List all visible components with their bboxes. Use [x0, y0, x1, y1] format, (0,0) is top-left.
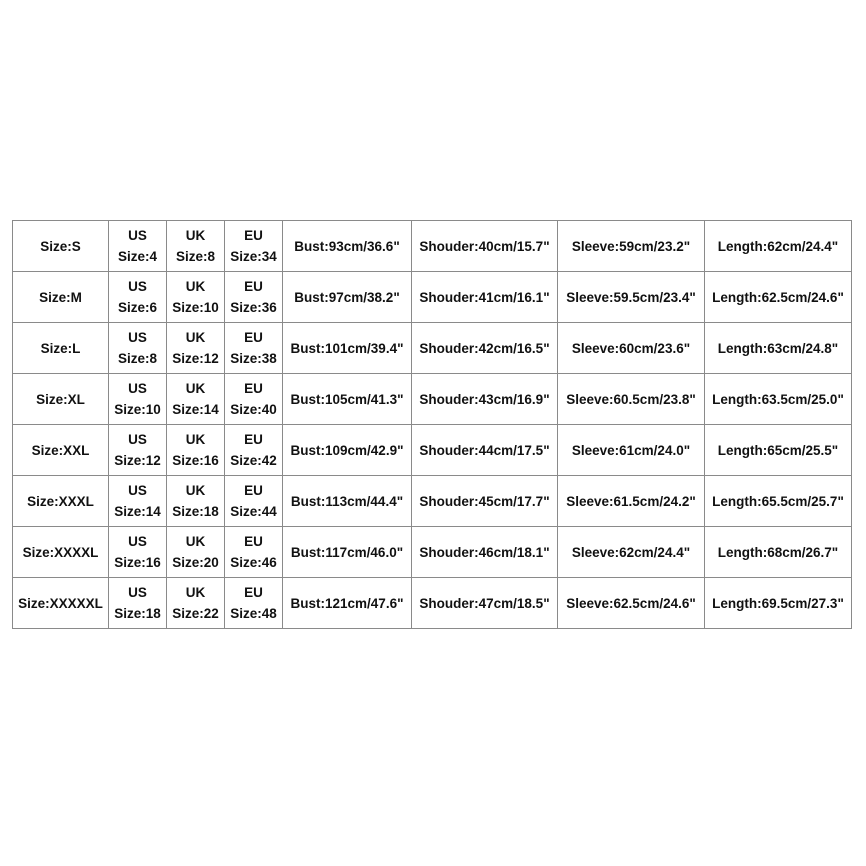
- uk-size-value: Size:16: [172, 453, 219, 468]
- eu-label: EU: [244, 534, 263, 549]
- uk-label: UK: [185, 483, 206, 498]
- eu-size-cell: [225, 527, 283, 578]
- size-cell: Size:XXXXXL: [13, 578, 109, 629]
- eu-size-value: Size:36: [230, 300, 277, 315]
- uk-label: UK: [185, 279, 206, 294]
- eu-size-value: Size:34: [230, 249, 277, 264]
- uk-label: UK: [185, 381, 206, 396]
- uk-size-value: Size:8: [175, 249, 216, 264]
- shoulder-cell: Shouder:40cm/15.7": [412, 221, 558, 272]
- length-cell: Length:63cm/24.8": [705, 323, 852, 374]
- length-cell: Length:65cm/25.5": [705, 425, 852, 476]
- size-cell: Size:XXXXL: [13, 527, 109, 578]
- eu-size-cell: [225, 578, 283, 629]
- uk-label: UK: [185, 432, 206, 447]
- shoulder-cell: Shouder:43cm/16.9": [412, 374, 558, 425]
- bust-cell: Bust:93cm/36.6": [283, 221, 412, 272]
- shoulder-cell: Shouder:47cm/18.5": [412, 578, 558, 629]
- eu-size-value: Size:40: [230, 402, 277, 417]
- us-label: US: [128, 381, 147, 396]
- table-row: [13, 578, 852, 629]
- uk-label: UK: [185, 330, 206, 345]
- length-cell: Length:68cm/26.7": [705, 527, 852, 578]
- uk-size-cell: [167, 221, 225, 272]
- uk-label: UK: [185, 228, 206, 243]
- table-row: [13, 221, 852, 272]
- length-cell: Length:63.5cm/25.0": [705, 374, 852, 425]
- us-size-cell: [109, 323, 167, 374]
- us-size-value: Size:4: [117, 249, 158, 264]
- eu-size-value: Size:42: [230, 453, 277, 468]
- us-size-value: Size:14: [114, 504, 161, 519]
- uk-size-value: Size:14: [172, 402, 219, 417]
- sleeve-cell: Sleeve:60cm/23.6": [558, 323, 705, 374]
- us-size-cell: [109, 221, 167, 272]
- uk-size-cell: [167, 476, 225, 527]
- length-cell: Length:62cm/24.4": [705, 221, 852, 272]
- uk-label: UK: [185, 585, 206, 600]
- uk-size-value: Size:12: [172, 351, 219, 366]
- sleeve-cell: Sleeve:62.5cm/24.6": [558, 578, 705, 629]
- table-row: [13, 425, 852, 476]
- uk-size-value: Size:18: [172, 504, 219, 519]
- us-size-value: Size:16: [114, 555, 161, 570]
- us-size-cell: [109, 476, 167, 527]
- uk-size-cell: [167, 323, 225, 374]
- bust-cell: Bust:121cm/47.6": [283, 578, 412, 629]
- uk-size-cell: [167, 578, 225, 629]
- us-size-value: Size:18: [114, 606, 161, 621]
- us-label: US: [128, 483, 147, 498]
- size-cell: Size:XXL: [13, 425, 109, 476]
- size-cell: Size:L: [13, 323, 109, 374]
- sleeve-cell: Sleeve:62cm/24.4": [558, 527, 705, 578]
- sleeve-cell: Sleeve:59.5cm/23.4": [558, 272, 705, 323]
- size-cell: Size:XXXL: [13, 476, 109, 527]
- eu-size-cell: [225, 323, 283, 374]
- eu-size-cell: [225, 476, 283, 527]
- us-size-cell: [109, 374, 167, 425]
- eu-label: EU: [244, 585, 263, 600]
- us-size-cell: [109, 578, 167, 629]
- uk-size-cell: [167, 272, 225, 323]
- us-label: US: [128, 228, 147, 243]
- length-cell: Length:65.5cm/25.7": [705, 476, 852, 527]
- eu-size-value: Size:46: [230, 555, 277, 570]
- bust-cell: Bust:105cm/41.3": [283, 374, 412, 425]
- us-label: US: [128, 534, 147, 549]
- us-label: US: [128, 432, 147, 447]
- eu-size-cell: [225, 374, 283, 425]
- us-size-cell: [109, 527, 167, 578]
- shoulder-cell: Shouder:46cm/18.1": [412, 527, 558, 578]
- eu-label: EU: [244, 330, 263, 345]
- sleeve-cell: Sleeve:61cm/24.0": [558, 425, 705, 476]
- uk-size-value: Size:20: [172, 555, 219, 570]
- size-cell: Size:M: [13, 272, 109, 323]
- uk-size-cell: [167, 425, 225, 476]
- sleeve-cell: Sleeve:61.5cm/24.2": [558, 476, 705, 527]
- size-cell: Size:S: [13, 221, 109, 272]
- bust-cell: Bust:97cm/38.2": [283, 272, 412, 323]
- eu-size-cell: [225, 272, 283, 323]
- eu-size-cell: [225, 221, 283, 272]
- us-label: US: [128, 585, 147, 600]
- bust-cell: Bust:117cm/46.0": [283, 527, 412, 578]
- us-size-value: Size:12: [114, 453, 161, 468]
- table-row: [13, 272, 852, 323]
- table-row: [13, 323, 852, 374]
- shoulder-cell: Shouder:45cm/17.7": [412, 476, 558, 527]
- uk-size-cell: [167, 527, 225, 578]
- shoulder-cell: Shouder:42cm/16.5": [412, 323, 558, 374]
- us-size-cell: [109, 425, 167, 476]
- eu-label: EU: [244, 432, 263, 447]
- shoulder-cell: Shouder:44cm/17.5": [412, 425, 558, 476]
- table-row: [13, 527, 852, 578]
- eu-label: EU: [244, 381, 263, 396]
- bust-cell: Bust:109cm/42.9": [283, 425, 412, 476]
- size-cell: Size:XL: [13, 374, 109, 425]
- table-row: [13, 476, 852, 527]
- length-cell: Length:62.5cm/24.6": [705, 272, 852, 323]
- shoulder-cell: Shouder:41cm/16.1": [412, 272, 558, 323]
- uk-label: UK: [185, 534, 206, 549]
- us-label: US: [128, 279, 147, 294]
- us-size-value: Size:10: [114, 402, 161, 417]
- eu-size-value: Size:44: [230, 504, 277, 519]
- eu-size-cell: [225, 425, 283, 476]
- bust-cell: Bust:101cm/39.4": [283, 323, 412, 374]
- size-chart-table: [12, 220, 852, 629]
- sleeve-cell: Sleeve:60.5cm/23.8": [558, 374, 705, 425]
- bust-cell: Bust:113cm/44.4": [283, 476, 412, 527]
- eu-size-value: Size:48: [230, 606, 277, 621]
- sleeve-cell: Sleeve:59cm/23.2": [558, 221, 705, 272]
- length-cell: Length:69.5cm/27.3": [705, 578, 852, 629]
- uk-size-cell: [167, 374, 225, 425]
- uk-size-value: Size:22: [172, 606, 219, 621]
- uk-size-value: Size:10: [172, 300, 219, 315]
- eu-size-value: Size:38: [230, 351, 277, 366]
- eu-label: EU: [244, 228, 263, 243]
- us-size-cell: [109, 272, 167, 323]
- us-size-value: Size:8: [117, 351, 158, 366]
- eu-label: EU: [244, 279, 263, 294]
- us-label: US: [128, 330, 147, 345]
- table-row: [13, 374, 852, 425]
- eu-label: EU: [244, 483, 263, 498]
- us-size-value: Size:6: [117, 300, 158, 315]
